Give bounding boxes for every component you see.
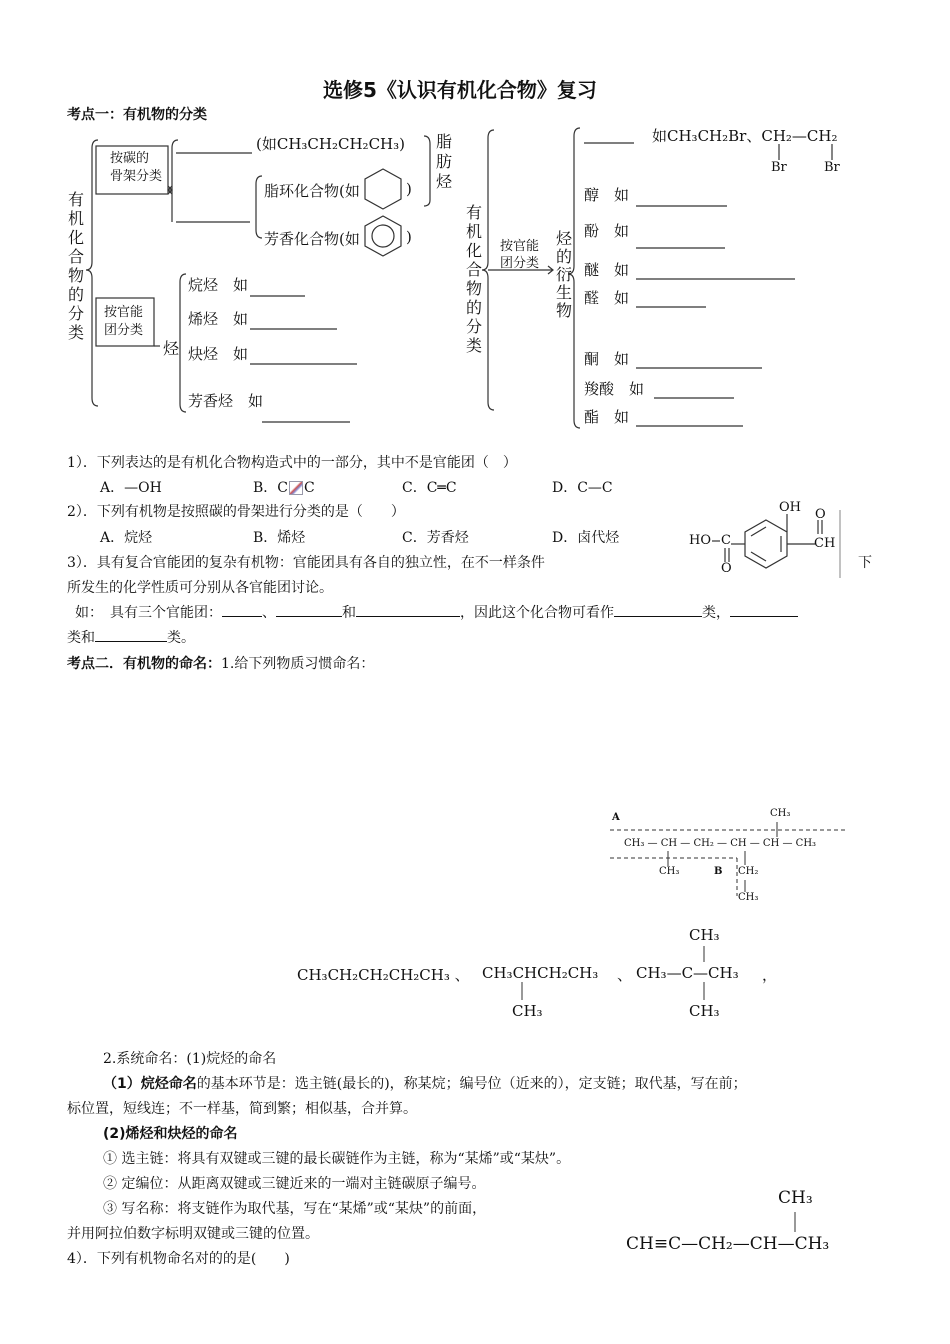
br-label-1: Br: [771, 160, 787, 175]
alkyne-branch-methyl: CH₃: [778, 1188, 813, 1208]
struct-a-top-methyl: CH₃: [770, 808, 791, 819]
mol-ho: HO: [689, 533, 711, 548]
q2-option-c: C．芳香烃: [402, 530, 469, 546]
neopentane-bottom: CH₃: [689, 1002, 720, 1020]
q2-option-a: A．烷烃: [100, 530, 153, 546]
mol-o1: O: [721, 561, 732, 576]
mol-c1: C: [721, 533, 731, 548]
alkane-label: 烷烃 如: [188, 276, 249, 294]
carboxylic-acid-label: 羧酸 如: [584, 380, 645, 398]
left-tree-root: 有 机 化 合 物 的 分 类: [68, 190, 85, 342]
naming-alkane-line1: （1）烷烃命名的基本环节是：选主链(最长的)，称某烷；编号位（近来的），定支链；取代基，写在前；: [103, 1076, 747, 1092]
question-2-stem: 2）．下列有机物是按照碳的骨架进行分类的是（ ）: [67, 504, 405, 520]
mol-o2: O: [815, 507, 826, 522]
naming-step-3: ③ 写名称：将支链作为取代基，写在“某烯”或“某炔”的前面，: [103, 1201, 487, 1217]
isopentane-branch: CH₃: [512, 1002, 543, 1020]
isopentane-structure: CH₃CHCH₂CH₃: [482, 964, 599, 982]
struct-a-sub-methyl: CH₃: [659, 866, 680, 877]
section-heading-1: 考点一：有机物的分类: [67, 107, 207, 123]
by-skeleton-label: 按碳的 骨架分类: [110, 151, 163, 184]
hydrocarbon-label: 烃: [163, 339, 180, 358]
question-3-line1: 3）．具有复合官能团的复杂有机物：官能团具有各自的独立性，在不一样条件: [67, 555, 545, 571]
pentane-structure: CH₃CH₂CH₂CH₂CH₃ 、: [297, 966, 470, 984]
mol-ch: CH: [814, 536, 836, 551]
naming-step-3-cont: 并用阿拉伯数字标明双键或三键的位置。: [67, 1226, 319, 1242]
question-3-line4: 类和 类。: [67, 627, 195, 647]
naming-alkane-line2: 标位置，短线连；不一样基，简到繁；相似基，合并算。: [67, 1101, 417, 1117]
q2-option-d: D．卤代烃: [552, 530, 620, 546]
arene-label: 芳香烃 如: [188, 392, 264, 410]
mol-oh: OH: [779, 500, 801, 515]
fat-hydrocarbon-label: 脂 肪 烃: [436, 132, 453, 191]
by-group-label-left: 按官能 团分类: [104, 305, 144, 338]
struct-a-sub-ch2: CH₂: [738, 866, 759, 877]
structure-separator: 、: [617, 966, 633, 984]
alkene-label: 烯烃 如: [188, 310, 249, 328]
q1-option-a: A．—OH: [100, 480, 162, 496]
ether-label: 醚 如: [584, 261, 630, 279]
q2-option-b: B．烯烃: [253, 530, 306, 546]
ketone-label: 酮 如: [584, 350, 630, 368]
ester-label: 酯 如: [584, 408, 630, 426]
right-tree-root: 有 机 化 合 物 的 分 类: [466, 203, 483, 355]
neopentane-top: CH₃: [689, 926, 720, 944]
by-group-label-right: 按官能 团分类: [500, 239, 540, 271]
alkyne-main-chain: CH≡C—CH₂—CH—CH₃: [626, 1234, 830, 1254]
struct-a-main-chain: CH₃ — CH — CH₂ — CH — CH — CH₃: [624, 838, 817, 849]
aromatic-compound-label: 芳香化合物(如: [264, 230, 360, 248]
question-3-tail: 下: [858, 555, 872, 571]
label-b: B: [714, 866, 723, 877]
label-a: A: [612, 812, 620, 823]
alicyclic-close-paren: ): [406, 180, 412, 198]
alicyclic-label: 脂环化合物(如: [264, 182, 360, 200]
chain-compound-example: (如CH₃CH₂CH₂CH₃): [256, 135, 405, 153]
aromatic-close-paren: ): [406, 228, 412, 246]
q1-option-c: C．C═C: [402, 480, 457, 496]
question-4-stem: 4）．下列有机物命名对的的是( ): [67, 1251, 290, 1267]
naming-step-2: ② 定编位：从距离双键或三键近来的一端对主链碳原子编号。: [103, 1176, 486, 1192]
struct-a-sub-ch3: CH₃: [738, 892, 759, 903]
alkyne-label: 炔烃 如: [188, 345, 249, 363]
naming-step-1: ① 选主链：将具有双键或三键的最长碳链作为主链，称为“某烯”或“某炔”。: [103, 1151, 571, 1167]
question-3-line2: 所发生的化学性质可分别从各官能团讨论。: [67, 580, 333, 596]
structures-end: ，: [762, 966, 778, 984]
q1-option-b: B．C C: [253, 480, 315, 496]
naming-alkene-heading: (2)烯烃和炔烃的命名: [103, 1126, 238, 1142]
page-title: 选修5《认识有机化合物》复习: [323, 78, 597, 102]
section-heading-2: 考点二．有机物的命名：1.给下列物质习惯命名：: [67, 656, 375, 672]
derivative-label: 烃 的 衍 生 物: [556, 229, 573, 320]
alcohol-label: 醇 如: [584, 186, 630, 204]
question-1-stem: 1）．下列表达的是有机化合物构造式中的一部分，其中不是官能团（ ）: [67, 455, 517, 471]
naming-heading: 2.系统命名：(1)烷烃的命名: [103, 1051, 277, 1067]
halide-example: 如CH₃CH₂Br、CH₂—CH₂: [652, 127, 838, 145]
neopentane-structure: CH₃—C—CH₃: [636, 964, 739, 982]
aldehyde-label: 醛 如: [584, 289, 630, 307]
phenol-label: 酚 如: [584, 222, 630, 240]
question-3-line3: 如： 具有三个官能团： 、 和 ，因此这个化合物可看作 类，: [75, 602, 798, 622]
br-label-2: Br: [824, 160, 840, 175]
q1-option-d: D．C—C: [552, 480, 613, 496]
